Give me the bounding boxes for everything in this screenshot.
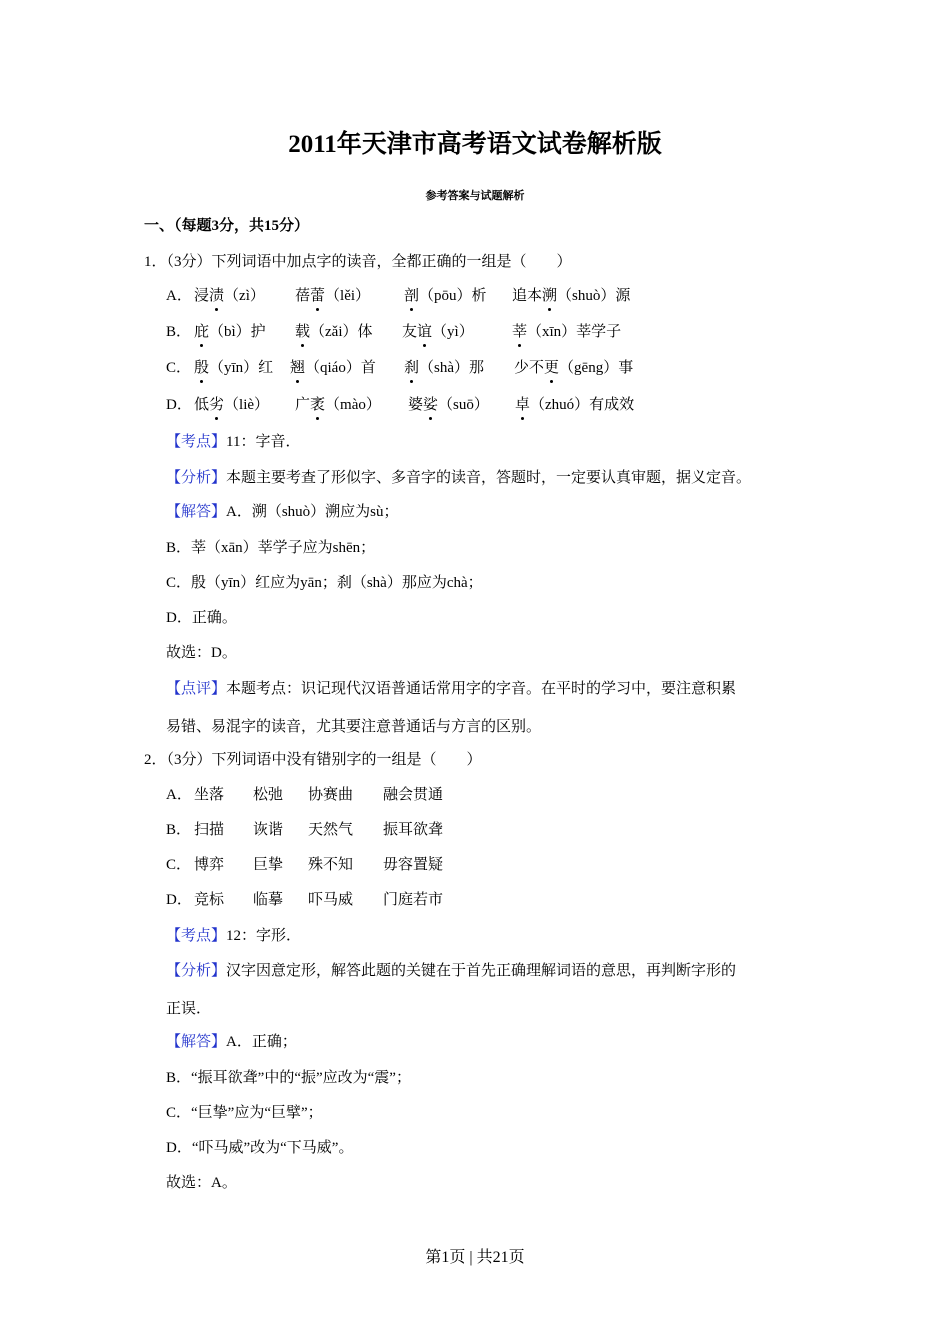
q2-kaodian — [166, 926, 301, 946]
option-letter: D． — [166, 892, 192, 908]
dotted-character: 卓 — [515, 397, 531, 413]
option-word — [514, 358, 633, 378]
q1-jieda-line: D．正确。 — [166, 610, 237, 626]
option-letter: B． — [166, 324, 192, 340]
option-letter: A． — [166, 787, 192, 803]
option-letter: C． — [166, 857, 192, 873]
dotted-character: 翘 — [290, 360, 306, 376]
q1-jieda-line: C．殷（yīn）红应为yān；刹（shà）那应为chà； — [166, 575, 483, 591]
q1-dianping-line: 易错、易混字的读音，尤其要注意普通话与方言的区别。 — [166, 719, 542, 735]
dianping-label: 【点评】 — [166, 681, 227, 697]
option-word: 融会贯通 — [383, 787, 444, 803]
fenxi-text: 本题主要考查了形似字、多音字的读音，答题时，一定要认真审题，据义定音。 — [226, 470, 752, 486]
dotted-character: 剖 — [404, 288, 420, 304]
question-2-stem: 2．（3分）下列词语中没有错别字的一组是（ ） — [144, 752, 482, 768]
jieda-label: 【解答】 — [166, 504, 227, 520]
page-footer: 第1页 | 共21页 — [425, 1249, 525, 1266]
dotted-character: 溯 — [542, 288, 558, 304]
option-word: 巨挚 — [253, 857, 284, 873]
fenxi-label: 【分析】 — [166, 470, 227, 486]
q1-answer: 故选：D。 — [166, 645, 237, 661]
dotted-character: 庇 — [194, 324, 210, 340]
option-word: 殊不知 — [308, 857, 354, 873]
word-pinyin: （xīn）莘学子 — [527, 324, 622, 340]
dotted-character: 娑 — [423, 397, 439, 413]
word-pinyin: （gēng）事 — [559, 360, 634, 376]
option-word — [515, 395, 634, 415]
q1-jieda-line: B．莘（xān）莘学子应为shēn； — [166, 540, 376, 556]
word-pinyin: （zhuó）有成效 — [530, 397, 635, 413]
option-word: 吓马威 — [308, 892, 354, 908]
q2-jieda-line: B．“振耳欲聋”中的“振”应改为“震”； — [166, 1070, 411, 1086]
dotted-character: 载 — [295, 324, 311, 340]
option-word — [194, 286, 265, 306]
option-word: 毋容置疑 — [383, 857, 444, 873]
word-pinyin: （liè） — [224, 397, 270, 413]
option-word: 扫描 — [194, 822, 225, 838]
word-pinyin: （shà）那 — [419, 360, 485, 376]
kaodian-label: 【考点】 — [166, 928, 227, 944]
dianping-text: 本题考点：识记现代汉语普通话常用字的字音。在平时的学习中，要注意积累 — [226, 681, 737, 697]
dotted-character: 莘 — [512, 324, 528, 340]
word-text: 浸 — [194, 288, 210, 304]
word-pinyin: （qiáo）首 — [305, 360, 376, 376]
option-word — [404, 358, 484, 378]
option-word — [402, 322, 474, 342]
option-word: 诙谐 — [253, 822, 284, 838]
word-pinyin: （mào） — [325, 397, 381, 413]
document-subtitle: 参考答案与试题解析 — [425, 190, 525, 202]
option-word — [290, 358, 376, 378]
dotted-character: 劣 — [209, 397, 225, 413]
fenxi-label: 【分析】 — [166, 963, 227, 979]
question-1-stem: 1．（3分）下列词语中加点字的读音，全都正确的一组是（ ） — [144, 254, 572, 270]
q2-fenxi — [166, 961, 736, 981]
option-letter: B． — [166, 822, 192, 838]
option-word — [194, 358, 273, 378]
dotted-character: 更 — [544, 360, 560, 376]
q2-jieda — [166, 1032, 297, 1052]
option-word — [512, 286, 630, 306]
option-word — [295, 322, 373, 342]
word-text: 蓓 — [295, 288, 311, 304]
word-pinyin: （yì） — [432, 324, 474, 340]
q1-dianping — [166, 679, 736, 699]
q2-jieda-line: C．“巨挚”应为“巨擘”； — [166, 1105, 323, 1121]
section-heading: 一、（每题3分，共15分） — [144, 218, 310, 234]
q2-fenxi-line: 正误． — [166, 1001, 212, 1017]
q2-answer: 故选：A。 — [166, 1175, 237, 1191]
dotted-character: 刹 — [404, 360, 420, 376]
word-pinyin: （bì）护 — [209, 324, 266, 340]
word-text: 友 — [402, 324, 418, 340]
option-letter: A． — [166, 288, 192, 304]
word-text: 婆 — [408, 397, 424, 413]
q2-jieda-line: D．“吓马威”改为“下马威”。 — [166, 1140, 354, 1156]
jieda-label: 【解答】 — [166, 1034, 227, 1050]
q1-kaodian — [166, 432, 300, 452]
option-word: 博弈 — [194, 857, 225, 873]
jieda-text: A．正确； — [226, 1034, 297, 1050]
word-pinyin: （yīn）红 — [209, 360, 274, 376]
word-pinyin: （pōu）析 — [419, 288, 487, 304]
option-word — [512, 322, 621, 342]
option-word: 振耳欲聋 — [383, 822, 444, 838]
option-word: 协赛曲 — [308, 787, 354, 803]
option-word: 松弛 — [253, 787, 284, 803]
q1-fenxi — [166, 468, 751, 488]
word-pinyin: （shuò）源 — [557, 288, 631, 304]
option-word — [295, 395, 381, 415]
option-word — [404, 286, 487, 306]
option-word: 天然气 — [308, 822, 354, 838]
word-pinyin: （zǎi）体 — [310, 324, 373, 340]
dotted-character: 殷 — [194, 360, 210, 376]
option-word — [295, 286, 370, 306]
option-word: 竞标 — [194, 892, 225, 908]
option-letter: D． — [166, 397, 192, 413]
dotted-character: 渍 — [209, 288, 225, 304]
word-text: 少不 — [514, 360, 545, 376]
word-text: 低 — [194, 397, 210, 413]
fenxi-text: 汉字因意定形，解答此题的关键在于首先正确理解词语的意思，再判断字形的 — [226, 963, 737, 979]
kaodian-label: 【考点】 — [166, 434, 227, 450]
option-word — [408, 395, 489, 415]
document-title: 2011年天津市高考语文试卷解析版 — [288, 131, 662, 158]
q1-jieda — [166, 502, 399, 522]
option-word — [194, 322, 266, 342]
word-text: 广 — [295, 397, 311, 413]
option-letter: C． — [166, 360, 192, 376]
dotted-character: 袤 — [310, 397, 326, 413]
kaodian-text: 11：字音． — [226, 434, 301, 450]
word-pinyin: （lěi） — [325, 288, 371, 304]
jieda-text: A．溯（shuò）溯应为sù； — [226, 504, 399, 520]
word-text: 追本 — [512, 288, 543, 304]
option-word — [194, 395, 269, 415]
option-word: 临摹 — [253, 892, 284, 908]
word-pinyin: （zì） — [224, 288, 265, 304]
word-pinyin: （suō） — [438, 397, 489, 413]
dotted-character: 蕾 — [310, 288, 326, 304]
kaodian-text: 12：字形． — [226, 928, 302, 944]
dotted-character: 谊 — [417, 324, 433, 340]
option-word: 坐落 — [194, 787, 225, 803]
option-word: 门庭若市 — [383, 892, 444, 908]
